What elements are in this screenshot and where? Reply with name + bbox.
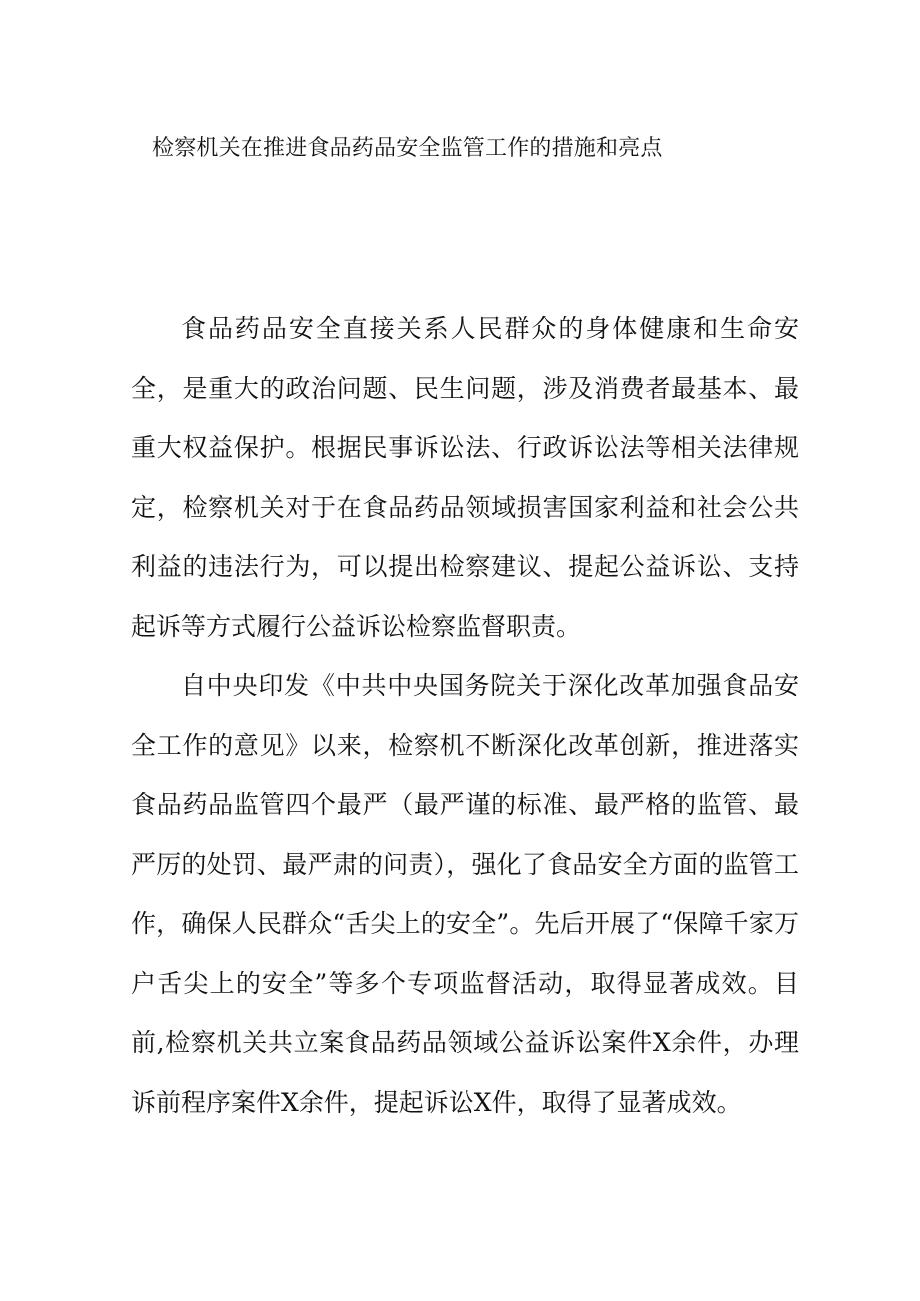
paragraph-2: 自中央印发《中共中央国务院关于深化改革加强食品安全工作的意见》以来，检察机不断深化改革创新，推进落实食品药品监管四个最严（最严谨的标准、最严格的监管、最严厉的处罚、最严肃的问责），强化了食品安全方面的监管工作，确保人民群众“舌尖上的安全”。先后开展了“保障千家万户舌尖上的安全”等多个专项监督活动，取得显著成效。目前,检察机关共立案食品药品领域公益诉讼案件X余件，办理诉前程序案件X余件，提起诉讼X件，取得了显著成效。 [131,671,799,1117]
paragraph-1: 食品药品安全直接关系人民群众的身体健康和生命安全，是重大的政治问题、民生问题，涉及消费者最基本、最重大权益保护。根据民事诉讼法、行政诉讼法等相关法律规定，检察机关对于在食品药品领域损害国家利益和社会公共利益的违法行为，可以提出检察建议、提起公益诉讼、支持起诉等方式履行公益诉讼检察监督职责。 [131,314,799,641]
document-title: 检察机关在推进食品药品安全监管工作的措施和亮点 [152,136,663,161]
document-body [131,299,799,1132]
